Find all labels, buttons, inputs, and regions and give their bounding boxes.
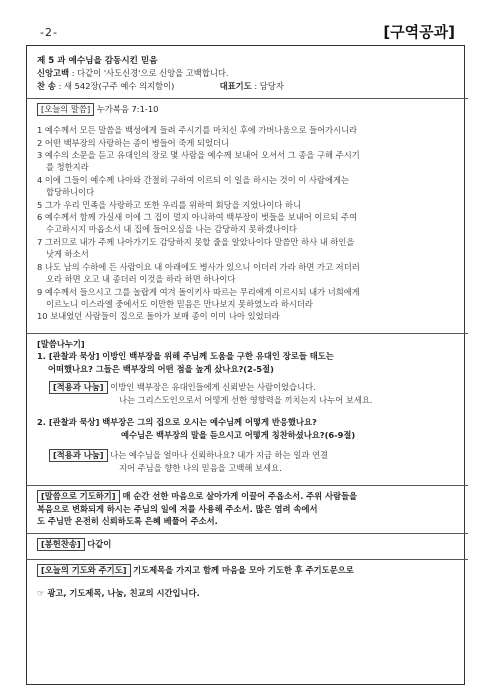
lesson-content (37, 55, 457, 600)
apply-2 (37, 449, 457, 474)
verse-line: 1 예수께서 모든 말씀을 백성에게 들려 주시기를 마치신 후에 가버나움으로 들어가시니라 (37, 125, 358, 136)
prayer-line1 (37, 490, 457, 503)
hymn-text: : 새 542장(구주 예수 의지함이) (58, 80, 175, 91)
verse-line: 8 나도 남의 수하에 든 사람이요 내 아래에도 병사가 있으니 이더러 가라 하면 가고 저더러 (37, 261, 360, 272)
verse-line: 낫게 하소서 (46, 249, 89, 260)
creed-line (37, 67, 457, 79)
verse-line: 3 예수의 소문을 듣고 유대인의 장로 몇 사람을 예수께 보내어 오셔서 그 종을 구해 주시기 (37, 150, 360, 161)
closing-text: 기도제목을 가지고 함께 마음을 모아 기도한 후 주기도문으로 (133, 565, 354, 576)
verse-line: 합당하니이다 (46, 187, 95, 198)
verse-line: 10 보내었던 사람들이 집으로 돌아가 보매 종이 이미 나아 있었더라 (37, 311, 280, 322)
question-1-line2: 어떠했나요? 그들은 백부장의 어떤 점을 높게 샀나요?(2-5절) (48, 363, 274, 374)
verse-line: 오라 하면 오고 내 종더러 이것을 하라 하면 하나이다 (46, 274, 236, 285)
lesson-title: 제 5 과 예수님을 감동시킨 믿음 (37, 56, 158, 66)
verse-line: 5 그가 우리 민족을 사랑하고 또한 우리를 위하여 회당을 지었나이다 하니 (37, 199, 302, 210)
footer-note: ☞ 광고, 기도제목, 나눔, 친교의 시간입니다. (37, 588, 200, 599)
question-2-line2: 예수님은 백부장의 말을 듣으시고 어떻게 칭찬하셨나요?(6-9절) (121, 429, 356, 440)
question-2 (37, 416, 457, 428)
apply-1-line1: 이방인 백부장은 유대인들에게 신뢰받는 사람이었습니다. (110, 381, 316, 392)
verse-line: 를 청한지라 (46, 162, 89, 173)
page-header (0, 0, 492, 48)
question-1-prefix: 1. [관찰과 묵상] (37, 351, 100, 362)
verse-line: 9 예수께서 들으시고 그를 놀랍게 여겨 돌이키사 따르는 무리에게 이르시되 내가 너희에게 (37, 286, 360, 297)
page-number: -2- (40, 26, 58, 39)
offering-label: [봉헌찬송] (37, 538, 85, 551)
rep-prayer-label: 대표기도 (219, 80, 252, 91)
verse-line: 4 이에 그들이 예수께 나아와 간절히 구하여 이르되 이 일을 하시는 것이 이 사람에게는 (37, 174, 350, 185)
verse-line: 이르노니 이스라엘 중에서도 이만한 믿음은 만나보지 못하였노라 하시더라 (46, 298, 313, 309)
prayer-text-1: 매 순간 선한 마음으로 살아가게 이끌어 주옵소서. 주위 사람들을 (122, 490, 358, 501)
today-word-label: [오늘의 말씀] (37, 103, 94, 116)
today-word-ref: 누가복음 7:1-10 (96, 104, 159, 115)
apply-1-line2: 나는 그리스도인으로서 어떻게 선한 영향력을 끼치는지 나누어 보세요. (119, 394, 373, 405)
creed-label: 신앙고백 (37, 68, 70, 79)
closing-label: [오늘의 기도와 주기도] (37, 564, 131, 577)
verse-line: 6 예수께서 함께 가실새 이에 그 집이 멀지 아니하여 백부장이 벗들을 보내어 이르되 주여 (37, 212, 358, 223)
offering-line (37, 538, 457, 551)
apply-1 (37, 381, 457, 406)
creed-text: : 다같이 '사도신경'으로 신앙을 고백합니다. (71, 68, 229, 79)
today-word-heading (37, 103, 457, 116)
verse-line: 수고하시지 마옵소서 내 집에 들어오심을 나는 감당하지 못하겠나이다 (46, 224, 297, 235)
prayer-text-3: 도 주님만 온전히 신뢰하도록 은혜 베풀어 주소서. (37, 515, 218, 526)
prayer-label: [말씀으로 기도하기] (37, 490, 120, 503)
apply-2-line2: 지어 주님을 향한 나의 믿음을 고백해 보세요. (119, 463, 282, 474)
rep-prayer-text: : 담당자 (254, 80, 284, 91)
closing-line (37, 564, 457, 577)
prayer-text-2: 복음으로 변화되게 하시는 주님의 일에 저를 사용해 주소서. 많은 염려 속에서 (37, 503, 318, 514)
apply-2-line1: 나는 예수님을 얼마나 신뢰하나요? 내가 지금 하는 일과 연결 (110, 450, 329, 461)
question-2-prefix: 2. [관찰과 묵상] (37, 417, 100, 428)
question-1 (37, 350, 457, 362)
question-1-line1: 이방인 백부장을 위해 주님께 도움을 구한 유대인 장로들 태도는 (102, 351, 334, 362)
verse-list (37, 124, 457, 323)
offering-text: 다같이 (87, 539, 112, 550)
share-label: [말씀나누기] (37, 338, 85, 349)
apply-1-label: [적용과 나눔] (49, 381, 108, 394)
verse-line: 2 어떤 백부장의 사랑하는 종이 병들어 죽게 되었더니 (37, 137, 230, 148)
hymn-line (37, 80, 457, 92)
hymn-label: 찬 송 (37, 80, 56, 91)
verse-line: 7 그러므로 내가 주께 나아가기도 감당하지 못할 줄을 알았나이다 말씀만 하사 내 하인을 (37, 236, 355, 247)
section-title: [구역공과] (383, 23, 455, 41)
question-2-line1: 백부장은 그의 집으로 오시는 예수님께 어떻게 반응했나요? (102, 417, 317, 428)
apply-2-label: [적용과 나눔] (49, 449, 108, 462)
